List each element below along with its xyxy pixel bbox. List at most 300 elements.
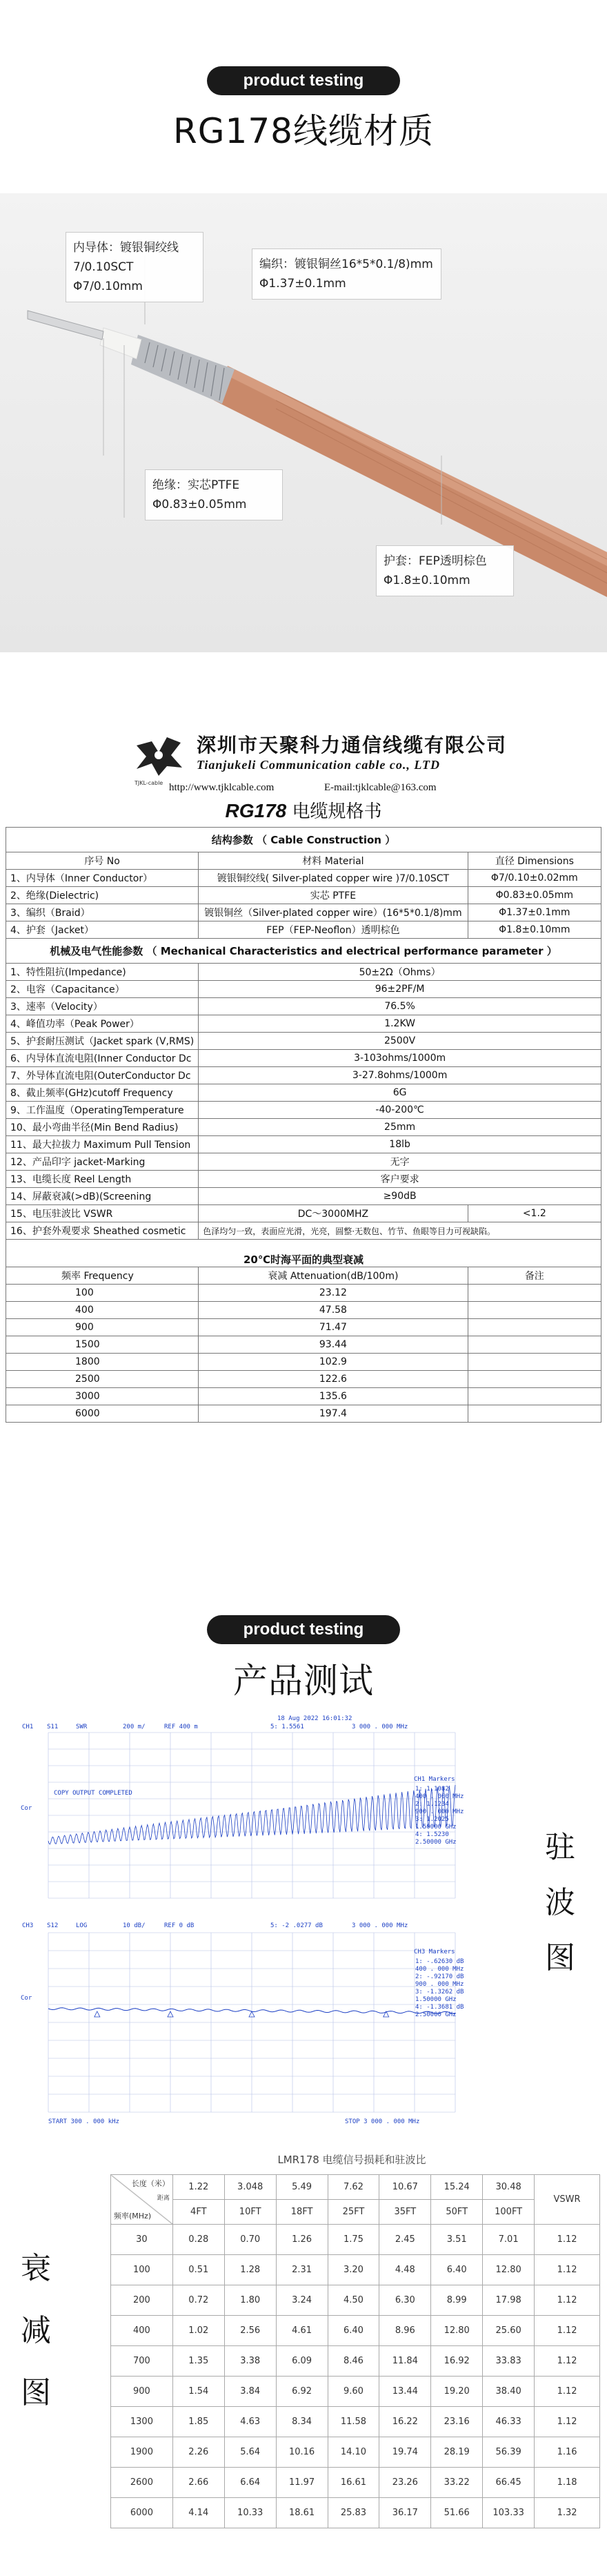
mech-value: 25mm	[199, 1119, 601, 1136]
chart1-cor: Cor	[21, 1805, 32, 1812]
lmr-loss: 2.26	[172, 2437, 224, 2468]
atten-note	[468, 1336, 601, 1354]
lmr-loss: 4.14	[172, 2498, 224, 2528]
mech-title: 机械及电气性能参数 （ Mechanical Characteristics and electrical performance parameter ）	[6, 939, 601, 964]
lmr-loss: 0.70	[224, 2225, 276, 2255]
mech-label: 10、最小弯曲半径(Min Bend Radius)	[6, 1119, 199, 1136]
atten-row	[6, 1388, 601, 1405]
chart1-marker-line: 1: 1.1082	[415, 1786, 449, 1793]
atten-side-label-1: 衰	[21, 2251, 51, 2286]
lmr-frequency: 700	[111, 2346, 173, 2377]
chart1-marker-readout: 5: 1.5561	[270, 1724, 304, 1730]
lmr-loss: 1.02	[172, 2316, 224, 2346]
lmr-loss: 6.40	[328, 2316, 379, 2346]
lmr-length-m: 7.62	[328, 2175, 379, 2200]
lmr-loss: 11.97	[276, 2468, 328, 2498]
lmr-loss: 13.44	[379, 2377, 431, 2407]
company-name-en: Tianjukeli Communication cable co., LTD	[197, 758, 441, 772]
lmr-loss: 17.98	[483, 2285, 535, 2316]
mech-label: 12、产品印字 jacket-Marking	[6, 1153, 199, 1171]
label-insulation-line2: Φ0.83±0.05mm	[152, 498, 247, 511]
construction-cell: 4、护套（Jacket）	[6, 921, 199, 939]
mech-row	[6, 1084, 601, 1102]
lmr-length-m: 10.67	[379, 2175, 431, 2200]
construction-row	[6, 870, 601, 887]
lmr-loss: 25.60	[483, 2316, 535, 2346]
chart2-stop: STOP 3 000 . 000 MHz	[345, 2118, 420, 2125]
lmr-vswr: 1.32	[535, 2498, 600, 2528]
chart1-marker-line: 4: 1.5230	[415, 1831, 449, 1838]
atten-row	[6, 1302, 601, 1319]
lmr-loss: 18.61	[276, 2498, 328, 2528]
lmr-vswr: 1.12	[535, 2255, 600, 2285]
mech-label: 4、峰值功率（Peak Power）	[6, 1015, 199, 1033]
label-braid	[252, 248, 441, 300]
mech-value: 50±2Ω（Ohms）	[199, 964, 601, 981]
lmr-loss: 8.34	[276, 2407, 328, 2437]
lmr-loss: 4.61	[276, 2316, 328, 2346]
lmr-loss: 28.19	[431, 2437, 483, 2468]
construction-cell: 实芯 PTFE	[199, 887, 468, 904]
mech-value: 3-103ohms/1000m	[199, 1050, 601, 1067]
lmr-length-label: 长度（米）	[131, 2179, 170, 2188]
lmr-length-ft: 4FT	[172, 2200, 224, 2225]
lmr-loss: 2.56	[224, 2316, 276, 2346]
mech-label: 5、护套耐压测试（Jacket spark (V,RMS)	[6, 1033, 199, 1050]
chart1-marker-line: 3: 1.2025	[415, 1816, 449, 1823]
lmr-freq-label: 频率(MHz)	[114, 2212, 152, 2221]
lmr-length-m: 15.24	[431, 2175, 483, 2200]
lmr-loss: 4.50	[328, 2285, 379, 2316]
construction-cell: Φ1.37±0.1mm	[468, 904, 601, 921]
chart1-status: COPY OUTPUT COMPLETED	[54, 1790, 132, 1797]
mech-label: 14、屏蔽衰减(>dB)(Screening	[6, 1188, 199, 1205]
label-insulation	[145, 469, 283, 520]
atten-frequency: 6000	[6, 1405, 199, 1423]
lmr-loss: 16.61	[328, 2468, 379, 2498]
chart2-cor: Cor	[21, 1995, 32, 2002]
company-email[interactable]: E-mail:tjklcable@163.com	[324, 782, 437, 793]
construction-row	[6, 921, 601, 939]
atten-value: 23.12	[199, 1285, 468, 1302]
chart2-marker-freq: 3 000 . 000 MHz	[352, 1922, 408, 1929]
chart1-scale: 200 m/	[123, 1724, 146, 1730]
lmr-loss: 3.84	[224, 2377, 276, 2407]
label-jacket-line2: Φ1.8±0.10mm	[384, 574, 470, 587]
vswr-label: 15、电压驻波比 VSWR	[6, 1205, 199, 1222]
mech-label: 6、内导体直流电阻(Inner Conductor Dc	[6, 1050, 199, 1067]
chart2-scale: 10 dB/	[123, 1922, 146, 1929]
lmr-loss: 3.51	[431, 2225, 483, 2255]
atten-header: 衰减 Attenuation(dB/100m)	[199, 1267, 468, 1285]
lmr-frequency: 30	[111, 2225, 173, 2255]
lmr-row	[111, 2255, 600, 2285]
lmr-loss: 8.96	[379, 2316, 431, 2346]
chart1-param: S11	[47, 1724, 59, 1730]
atten-header: 频率 Frequency	[6, 1267, 199, 1285]
vswr-range: DC～3000MHZ	[199, 1205, 468, 1222]
chart1-ref: REF 400 m	[164, 1724, 198, 1730]
lmr-loss: 0.28	[172, 2225, 224, 2255]
mech-row	[6, 964, 601, 981]
chart2-marker-line: 2.50000 GHz	[415, 2011, 457, 2018]
lmr-row	[111, 2346, 600, 2377]
lmr-loss: 12.80	[431, 2316, 483, 2346]
lmr-loss: 4.48	[379, 2255, 431, 2285]
lmr-loss: 9.60	[328, 2377, 379, 2407]
chart2-marker-line: 400 . 000 MHz	[415, 1966, 464, 1973]
company-website[interactable]: http://www.tjklcable.com	[169, 782, 275, 793]
mech-value: ≥90dB	[199, 1188, 601, 1205]
lmr-loss: 8.99	[431, 2285, 483, 2316]
mech-value: 96±2PF/M	[199, 981, 601, 998]
atten-value: 47.58	[199, 1302, 468, 1319]
mech-row	[6, 1067, 601, 1084]
label-braid-line1: 编织：镀银铜丝16*5*0.1/8)mm	[259, 257, 433, 271]
lmr-loss: 23.26	[379, 2468, 431, 2498]
label-jacket	[376, 545, 514, 596]
mech-row	[6, 1102, 601, 1119]
company-name-cn: 深圳市天聚科力通信线缆有限公司	[197, 734, 508, 757]
lmr-loss: 56.39	[483, 2437, 535, 2468]
atten-value: 93.44	[199, 1336, 468, 1354]
construction-title-row	[6, 828, 601, 852]
mech-row	[6, 1153, 601, 1171]
lmr-loss: 2.45	[379, 2225, 431, 2255]
lmr-length-ft: 25FT	[328, 2200, 379, 2225]
lmr-vswr: 1.12	[535, 2407, 600, 2437]
atten-row	[6, 1354, 601, 1371]
chart1-channel: CH1	[22, 1724, 34, 1730]
test-title: 产品测试	[233, 1661, 374, 1701]
chart1-date: 18 Aug 2022 16:01:32	[277, 1715, 352, 1722]
vswr-side-label-3: 图	[545, 1940, 575, 1975]
lmr-loss: 10.16	[276, 2437, 328, 2468]
logo-text: TJKL-cable	[135, 780, 163, 786]
lmr-loss: 36.17	[379, 2498, 431, 2528]
lmr-loss: 5.64	[224, 2437, 276, 2468]
cosmetic-label: 16、护套外观要求 Sheathed cosmetic	[6, 1222, 199, 1240]
company-logo-icon	[131, 732, 186, 780]
lmr-vswr: 1.16	[535, 2437, 600, 2468]
atten-note	[468, 1302, 601, 1319]
lmr-loss: 1.26	[276, 2225, 328, 2255]
label-braid-line2: Φ1.37±0.1mm	[259, 277, 346, 291]
lmr-loss: 3.38	[224, 2346, 276, 2377]
lmr-loss: 0.51	[172, 2255, 224, 2285]
atten-note	[468, 1285, 601, 1302]
chart2-ref: REF 0 dB	[164, 1922, 195, 1929]
lmr-loss: 6.40	[431, 2255, 483, 2285]
product-testing-badge: product testing	[207, 66, 400, 95]
lmr-distance-label: 距离	[157, 2195, 170, 2202]
atten-value: 122.6	[199, 1371, 468, 1388]
lmr-row	[111, 2437, 600, 2468]
atten-title-row	[6, 1240, 601, 1267]
lmr-length-m: 30.48	[483, 2175, 535, 2200]
vna-plots	[21, 1713, 517, 2141]
lmr-loss: 8.46	[328, 2346, 379, 2377]
chart2-marker-line: 3: -1.3262 dB	[415, 1989, 464, 1996]
label-insulation-line1: 绝缘：实芯PTFE	[152, 478, 240, 492]
chart1-marker-line: 400 . 000 MHz	[415, 1793, 464, 1800]
lmr-row	[111, 2377, 600, 2407]
lmr-loss: 1.75	[328, 2225, 379, 2255]
lmr-loss: 33.83	[483, 2346, 535, 2377]
atten-row	[6, 1336, 601, 1354]
lmr-length-ft: 10FT	[224, 2200, 276, 2225]
mech-row	[6, 1033, 601, 1050]
lmr-row	[111, 2225, 600, 2255]
vswr-side-label-2: 波	[545, 1885, 575, 1920]
lmr-loss: 51.66	[431, 2498, 483, 2528]
lmr-loss: 19.74	[379, 2437, 431, 2468]
chart2-markers-title: CH3 Markers	[414, 1949, 455, 1955]
atten-frequency: 3000	[6, 1388, 199, 1405]
mech-row	[6, 1015, 601, 1033]
spec-table	[6, 827, 601, 1423]
lmr-loss: 4.63	[224, 2407, 276, 2437]
lmr-vswr: 1.12	[535, 2225, 600, 2255]
lmr-loss: 14.10	[328, 2437, 379, 2468]
vswr-row	[6, 1205, 601, 1222]
company-header	[0, 725, 607, 808]
lmr-loss: 16.92	[431, 2346, 483, 2377]
lmr-length-ft: 100FT	[483, 2200, 535, 2225]
lmr-frequency: 2600	[111, 2468, 173, 2498]
mech-row	[6, 1171, 601, 1188]
chart1-marker-line: 2.50000 GHz	[415, 1839, 457, 1846]
lmr-row	[111, 2498, 600, 2528]
lmr-vswr-header: VSWR	[535, 2175, 600, 2225]
lmr-row	[111, 2468, 600, 2498]
chart2-marker-readout: 5: -2 .0277 dB	[270, 1922, 323, 1929]
vswr-side-label-1: 驻	[545, 1830, 575, 1865]
lmr-loss: 12.80	[483, 2255, 535, 2285]
lmr-corner-cell	[111, 2175, 173, 2225]
construction-cell: 镀银铜丝（Silver-plated copper wire）(16*5*0.1/8)mm	[199, 904, 468, 921]
mech-value: 客户要求	[199, 1171, 601, 1188]
atten-row	[6, 1405, 601, 1423]
atten-frequency: 400	[6, 1302, 199, 1319]
mech-value: 3-27.8ohms/1000m	[199, 1067, 601, 1084]
mech-label: 2、电容（Capacitance）	[6, 981, 199, 998]
label-inner-conductor	[66, 232, 203, 302]
atten-note	[468, 1405, 601, 1423]
chart1-marker-freq: 3 000 . 000 MHz	[352, 1724, 408, 1730]
network-analyzer-screens	[21, 1713, 517, 2141]
lmr-length-m: 1.22	[172, 2175, 224, 2200]
lmr-loss: 11.84	[379, 2346, 431, 2377]
atten-title: 20℃时海平面的典型衰减	[6, 1240, 601, 1267]
lmr-loss-table	[110, 2174, 600, 2528]
mech-value: -40-200℃	[199, 1102, 601, 1119]
chart1-marker-line: 900 . 000 MHz	[415, 1808, 464, 1815]
lmr-vswr: 1.12	[535, 2316, 600, 2346]
mech-label: 13、电缆长度 Reel Length	[6, 1171, 199, 1188]
lmr-loss: 23.16	[431, 2407, 483, 2437]
atten-frequency: 1500	[6, 1336, 199, 1354]
lmr-loss: 11.58	[328, 2407, 379, 2437]
lmr-loss: 19.20	[431, 2377, 483, 2407]
chart2-start: START 300 . 000 kHz	[48, 2118, 119, 2125]
chart2-param: S12	[47, 1922, 59, 1929]
lmr-loss: 38.40	[483, 2377, 535, 2407]
construction-row	[6, 904, 601, 921]
mech-row	[6, 981, 601, 998]
lmr-loss: 10.33	[224, 2498, 276, 2528]
mech-label: 8、截止频率(GHz)cutoff Frequency	[6, 1084, 199, 1102]
lmr-length-m: 3.048	[224, 2175, 276, 2200]
mech-label: 9、工作温度（OperatingTemperature	[6, 1102, 199, 1119]
lmr-loss: 66.45	[483, 2468, 535, 2498]
lmr-length-ft: 18FT	[276, 2200, 328, 2225]
atten-header-row	[6, 1267, 601, 1285]
lmr-header-row-2	[111, 2200, 600, 2225]
lmr-vswr: 1.12	[535, 2346, 600, 2377]
label-inner-conductor-line1: 内导体：镀银铜绞线	[73, 241, 179, 255]
lmr-loss: 1.80	[224, 2285, 276, 2316]
chart2-marker-line: 900 . 000 MHz	[415, 1981, 464, 1988]
construction-header: 直径 Dimensions	[468, 852, 601, 870]
mech-label: 3、速率（Velocity）	[6, 998, 199, 1015]
mech-label: 1、特性阻抗(Impedance)	[6, 964, 199, 981]
lmr-loss: 6.09	[276, 2346, 328, 2377]
cosmetic-value: 色泽均匀一致，表面应光滑，光亮，圆整·无数包、竹节、鱼眼等目力可视缺陷。	[199, 1222, 601, 1240]
construction-header: 序号 No	[6, 852, 199, 870]
lmr-loss: 25.83	[328, 2498, 379, 2528]
chart2-marker-line: 1.50000 GHz	[415, 1996, 457, 2003]
atten-row	[6, 1371, 601, 1388]
lmr-row	[111, 2285, 600, 2316]
atten-side-label-3: 图	[21, 2375, 51, 2410]
atten-row	[6, 1285, 601, 1302]
construction-cell: 镀银铜绞线( Silver-plated copper wire )7/0.10SCT	[199, 870, 468, 887]
lmr-loss: 16.22	[379, 2407, 431, 2437]
spec-title-text: 电缆规格书	[286, 801, 382, 822]
lmr-length-ft: 35FT	[379, 2200, 431, 2225]
mech-value: 2500V	[199, 1033, 601, 1050]
construction-header: 材料 Material	[199, 852, 468, 870]
page-title: RG178线缆材质	[173, 111, 434, 151]
atten-frequency: 900	[6, 1319, 199, 1336]
mech-label: 11、最大拉拔力 Maximum Pull Tension	[6, 1136, 199, 1153]
vswr-value: <1.2	[468, 1205, 601, 1222]
lmr-loss: 2.31	[276, 2255, 328, 2285]
mech-label: 7、外导体直流电阻(OuterConductor Dc	[6, 1067, 199, 1084]
mech-row	[6, 1188, 601, 1205]
lmr-loss: 1.35	[172, 2346, 224, 2377]
spec-title	[0, 797, 607, 823]
construction-cell: FEP（FEP-Neoflon）透明棕色	[199, 921, 468, 939]
construction-cell: 3、编织（Braid）	[6, 904, 199, 921]
chart1-marker-line: 1.50000 GHz	[415, 1824, 457, 1831]
lmr-loss: 1.85	[172, 2407, 224, 2437]
lmr-row	[111, 2316, 600, 2346]
chart1-marker-line: 2: 1.1234	[415, 1801, 449, 1808]
lmr-vswr: 1.12	[535, 2377, 600, 2407]
spec-title-model: RG178	[225, 800, 287, 821]
cosmetic-row	[6, 1222, 601, 1240]
lmr-loss: 7.01	[483, 2225, 535, 2255]
mech-title-row	[6, 939, 601, 964]
mech-value: 1.2KW	[199, 1015, 601, 1033]
construction-cell: 1、内导体（Inner Conductor）	[6, 870, 199, 887]
lmr-loss: 33.22	[431, 2468, 483, 2498]
lmr-loss: 6.92	[276, 2377, 328, 2407]
lmr-loss: 1.28	[224, 2255, 276, 2285]
atten-value: 102.9	[199, 1354, 468, 1371]
atten-row	[6, 1319, 601, 1336]
lmr-loss: 103.33	[483, 2498, 535, 2528]
lmr-frequency: 200	[111, 2285, 173, 2316]
atten-frequency: 2500	[6, 1371, 199, 1388]
chart2-marker-triangle	[94, 2011, 100, 2017]
atten-note	[468, 1319, 601, 1336]
construction-title: 结构参数 （ Cable Construction ）	[6, 828, 601, 852]
construction-cell: 2、绝缘(Dielectric)	[6, 887, 199, 904]
chart1-format: SWR	[76, 1724, 88, 1730]
atten-note	[468, 1354, 601, 1371]
lmr-length-ft: 50FT	[431, 2200, 483, 2225]
mech-value: 76.5%	[199, 998, 601, 1015]
lmr-loss: 3.20	[328, 2255, 379, 2285]
atten-frequency: 100	[6, 1285, 199, 1302]
chart2-format: LOG	[76, 1922, 88, 1929]
lmr-vswr: 1.18	[535, 2468, 600, 2498]
construction-cell: Φ0.83±0.05mm	[468, 887, 601, 904]
chart2-marker-line: 1: -.62630 dB	[415, 1958, 464, 1965]
chart1-markers-title: CH1 Markers	[414, 1776, 455, 1783]
atten-frequency: 1800	[6, 1354, 199, 1371]
label-inner-conductor-line2: 7/0.10SCT Φ7/0.10mm	[73, 260, 143, 293]
lmr-frequency: 400	[111, 2316, 173, 2346]
lmr-loss: 3.24	[276, 2285, 328, 2316]
lmr-frequency: 100	[111, 2255, 173, 2285]
chart2-channel: CH3	[22, 1922, 34, 1929]
lmr-row	[111, 2407, 600, 2437]
atten-value: 197.4	[199, 1405, 468, 1423]
mech-row	[6, 998, 601, 1015]
atten-note	[468, 1388, 601, 1405]
lmr-loss: 46.33	[483, 2407, 535, 2437]
atten-note	[468, 1371, 601, 1388]
lmr-loss: 2.66	[172, 2468, 224, 2498]
construction-cell: Φ1.8±0.10mm	[468, 921, 601, 939]
mech-row	[6, 1136, 601, 1153]
mech-value: 无字	[199, 1153, 601, 1171]
lmr-loss: 0.72	[172, 2285, 224, 2316]
atten-header: 备注	[468, 1267, 601, 1285]
chart2-marker-line: 2: -.92170 dB	[415, 1973, 464, 1980]
lmr-vswr: 1.12	[535, 2285, 600, 2316]
lmr-frequency: 6000	[111, 2498, 173, 2528]
atten-side-label-2: 减	[21, 2313, 51, 2348]
lmr-loss: 1.54	[172, 2377, 224, 2407]
atten-value: 135.6	[199, 1388, 468, 1405]
lmr-frequency: 1900	[111, 2437, 173, 2468]
lmr-loss: 6.30	[379, 2285, 431, 2316]
product-testing-badge-2: product testing	[207, 1615, 400, 1644]
mech-row	[6, 1050, 601, 1067]
lmr-frequency: 900	[111, 2377, 173, 2407]
lmr-header-row-1	[111, 2175, 600, 2200]
construction-row	[6, 887, 601, 904]
atten-value: 71.47	[199, 1319, 468, 1336]
cable-photo	[0, 193, 607, 652]
label-jacket-line1: 护套：FEP透明棕色	[384, 554, 487, 568]
lmr-table-title: LMR178 电缆信号损耗和驻波比	[277, 2154, 426, 2166]
